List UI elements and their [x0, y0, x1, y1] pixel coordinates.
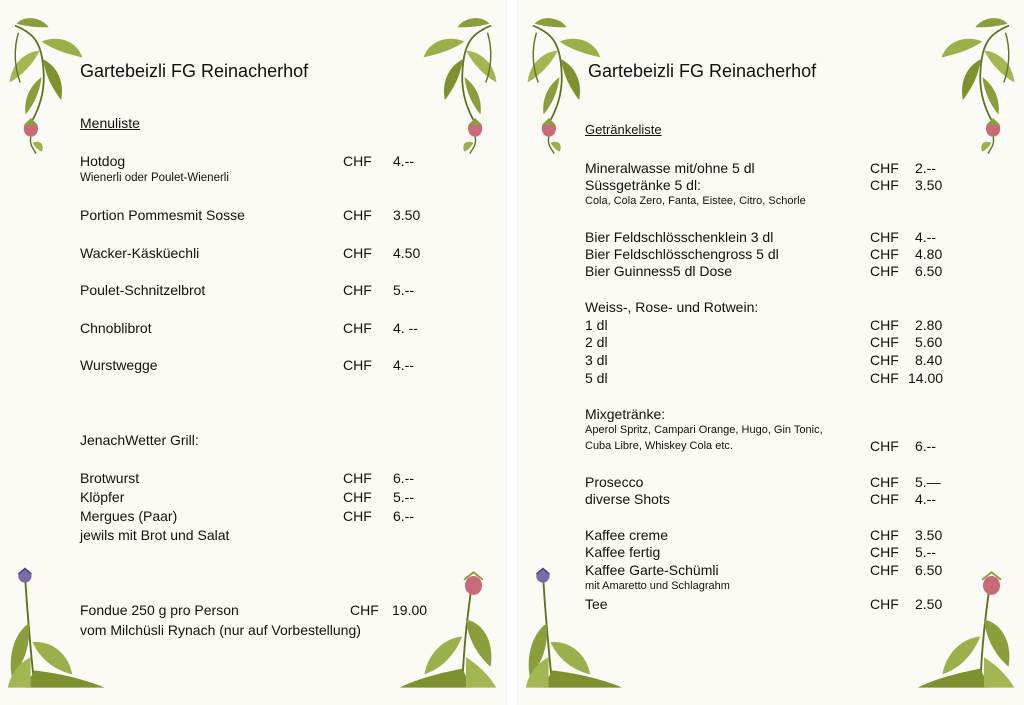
- menu-item-name: Chnoblibrot: [80, 320, 152, 336]
- menu-item-currency: CHF: [343, 153, 372, 169]
- wine-item-price: 14.00: [908, 370, 944, 386]
- grill-item-price: 5.--: [393, 489, 414, 505]
- drink-item-name: Prosecco: [585, 474, 644, 490]
- wine-item-currency: CHF: [870, 334, 899, 350]
- wine-item-price: 2.80: [915, 317, 943, 333]
- menu-item-currency: CHF: [343, 320, 372, 336]
- coffee-item-price: 6.50: [915, 562, 943, 578]
- mix-description: Aperol Spritz, Campari Orange, Hugo, Gin Tonic,: [585, 424, 823, 436]
- grill-item-price: 6.--: [393, 508, 414, 524]
- floral-corner-top-left-icon: [6, 8, 86, 164]
- page-title: Gartebeizli FG Reinacherhof: [588, 61, 817, 81]
- drink-item-price: 2.--: [915, 160, 936, 176]
- drink-item-price: 6.50: [915, 263, 943, 279]
- wine-item-name: 3 dl: [585, 352, 608, 368]
- fondue-note: vom Milchüsli Rynach (nur auf Vorbestellung): [80, 622, 361, 638]
- menu-item-price: 5.--: [393, 282, 414, 298]
- drink-item-name: Bier Feldschlösschengross 5 dl: [585, 246, 779, 262]
- wine-item-currency: CHF: [870, 370, 899, 386]
- drink-item-currency: CHF: [870, 263, 899, 279]
- drink-item-price: 5.—: [915, 474, 941, 490]
- drink-item-name: Mineralwasse mit/ohne 5 dl: [585, 160, 755, 176]
- drink-item-currency: CHF: [870, 229, 899, 245]
- coffee-item-price: 5.--: [915, 544, 936, 560]
- menu-item-currency: CHF: [343, 207, 372, 223]
- grill-note: jewils mit Brot und Salat: [80, 527, 230, 543]
- drink-item-description: Cola, Cola Zero, Fanta, Eistee, Citro, Schorle: [585, 195, 806, 207]
- menu-item-price: 4.--: [393, 153, 414, 169]
- drink-item-currency: CHF: [870, 177, 899, 193]
- coffee-item-currency: CHF: [870, 527, 899, 543]
- menu-item-currency: CHF: [343, 282, 372, 298]
- coffee-item-name: Kaffee Garte-Schümli: [585, 562, 719, 578]
- wine-item-currency: CHF: [870, 352, 899, 368]
- coffee-item-name: Kaffee creme: [585, 527, 669, 543]
- fondue-name: Fondue 250 g pro Person: [80, 602, 239, 618]
- wine-item-name: 2 dl: [585, 334, 608, 350]
- menu-item-price: 4. --: [393, 320, 418, 336]
- drink-item-name: Bier Feldschlösschenklein 3 dl: [585, 229, 774, 245]
- grill-item-currency: CHF: [343, 470, 372, 486]
- drink-item-currency: CHF: [870, 160, 899, 176]
- wine-item-name: 1 dl: [585, 317, 608, 333]
- drink-item-price: 3.50: [915, 177, 943, 193]
- fondue-currency: CHF: [350, 602, 379, 618]
- menu-item-price: 4.--: [393, 357, 414, 373]
- drink-item-currency: CHF: [870, 491, 899, 507]
- coffee-item-currency: CHF: [870, 562, 899, 578]
- page-title: Gartebeizli FG Reinacherhof: [80, 61, 309, 81]
- menu-item-name: Wacker-Käsküechli: [80, 245, 200, 261]
- menu-item-name: Portion Pommesmit Sosse: [80, 207, 245, 223]
- tea-price: 2.50: [915, 596, 943, 612]
- coffee-item-currency: CHF: [870, 544, 899, 560]
- drink-item-name: Bier Guinness5 dl Dose: [585, 263, 733, 279]
- floral-corner-bottom-right-icon: [914, 562, 1018, 694]
- grill-item-currency: CHF: [343, 489, 372, 505]
- menu-heading: Menuliste: [80, 115, 140, 131]
- grill-item-name: Brotwurst: [80, 470, 140, 486]
- drinks-menu-page: [518, 0, 1024, 705]
- grill-item-price: 6.--: [393, 470, 414, 486]
- coffee-item-name: Kaffee fertig: [585, 544, 661, 560]
- tea-name: Tee: [585, 596, 608, 612]
- menu-item-name: Poulet-Schnitzelbrot: [80, 282, 206, 298]
- mix-price: 6.--: [915, 438, 936, 454]
- food-menu-page: [0, 0, 506, 705]
- grill-item-name: Klöpfer: [80, 489, 125, 505]
- floral-corner-top-left-icon: [524, 8, 604, 164]
- wine-item-name: 5 dl: [585, 370, 608, 386]
- menu-item-name: Wurstwegge: [80, 357, 158, 373]
- wine-item-price: 5.60: [915, 334, 943, 350]
- drink-item-name: diverse Shots: [585, 491, 670, 507]
- wine-item-price: 8.40: [915, 352, 943, 368]
- wine-item-currency: CHF: [870, 317, 899, 333]
- floral-corner-top-right-icon: [938, 8, 1018, 164]
- grill-heading: JenachWetter Grill:: [80, 432, 199, 448]
- drink-item-price: 4.--: [915, 491, 936, 507]
- grill-item-currency: CHF: [343, 508, 372, 524]
- grill-item-name: Mergues (Paar): [80, 508, 178, 524]
- menu-item-price: 4.50: [393, 245, 421, 261]
- drink-item-currency: CHF: [870, 246, 899, 262]
- drink-item-name: Süssgetränke 5 dl:: [585, 177, 701, 193]
- tea-currency: CHF: [870, 596, 899, 612]
- fondue-price: 19.00: [392, 602, 428, 618]
- mix-description: Cuba Libre, Whiskey Cola etc.: [585, 440, 733, 452]
- drink-item-price: 4.80: [915, 246, 943, 262]
- wine-heading: Weiss-, Rose- und Rotwein:: [585, 299, 759, 315]
- coffee-item-price: 3.50: [915, 527, 943, 543]
- menu-item-currency: CHF: [343, 357, 372, 373]
- menu-item-price: 3.50: [393, 207, 421, 223]
- coffee-item-description: mit Amaretto und Schlagrahm: [585, 580, 730, 592]
- menu-item-name: Hotdog: [80, 153, 126, 169]
- mix-heading: Mixgetränke:: [585, 406, 666, 422]
- mix-currency: CHF: [870, 438, 899, 454]
- drink-item-price: 4.--: [915, 229, 936, 245]
- floral-corner-bottom-right-icon: [396, 562, 500, 694]
- menu-item-description: Wienerli oder Poulet-Wienerli: [80, 172, 229, 184]
- drinks-heading: Getränkeliste: [585, 122, 662, 137]
- drink-item-currency: CHF: [870, 474, 899, 490]
- menu-item-currency: CHF: [343, 245, 372, 261]
- floral-corner-top-right-icon: [420, 8, 500, 164]
